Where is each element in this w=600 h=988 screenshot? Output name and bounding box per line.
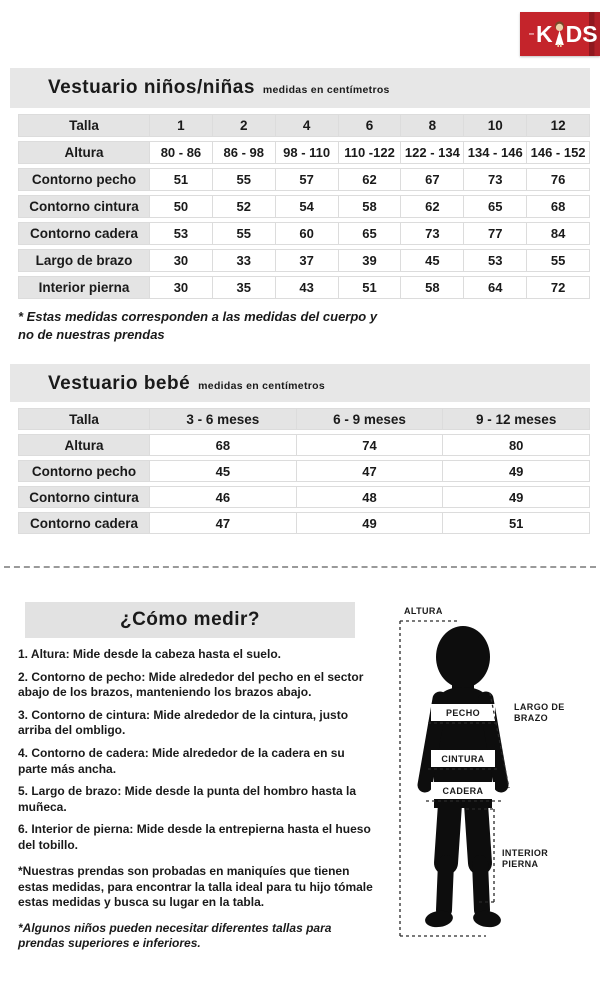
- table-row: [18, 276, 590, 299]
- table-cell: 48: [296, 486, 444, 508]
- column-header: Talla: [18, 408, 150, 430]
- section-subtitle-ninos: medidas en centímetros: [262, 84, 390, 96]
- note-mannequins: *Nuestras prendas son probadas en maniquíes que tienen estas medidas, para encontrar la talla ideal para tu hijo tómale estas medidas y busca su lugar en la tabla.: [18, 864, 373, 910]
- table-cell: 46: [149, 486, 297, 508]
- howto-title: ¿Cómo medir?: [119, 609, 261, 630]
- table-cell: 122 - 134: [400, 141, 464, 164]
- note-different-sizes: *Algunos niños pueden necesitar diferentes tallas para prendas superiores e inferiores.: [18, 920, 332, 951]
- table-cell: 86 - 98: [212, 141, 276, 164]
- interior-pierna-label-line1: INTERIOR: [502, 848, 549, 858]
- row-label: Altura: [18, 141, 150, 164]
- cintura-label: CINTURA: [441, 754, 485, 764]
- column-header: 6 - 9 meses: [296, 408, 444, 430]
- table-cell: 68: [149, 434, 297, 456]
- table-ninos-header-row: [18, 114, 590, 137]
- column-header: 8: [400, 114, 464, 137]
- table-cell: 51: [338, 276, 402, 299]
- column-header: 4: [275, 114, 339, 137]
- table-cell: 58: [338, 195, 402, 218]
- step-contorno-cintura: 3. Contorno de cintura: Mide alrededor de la cintura, justo arriba del ombligo.: [18, 707, 349, 738]
- table-cell: 98 - 110: [275, 141, 339, 164]
- table-bebe-header-row: [18, 408, 590, 430]
- table-cell: 47: [149, 512, 297, 534]
- table-cell: 45: [149, 460, 297, 482]
- table-cell: 52: [212, 195, 276, 218]
- table-cell: 146 - 152: [526, 141, 590, 164]
- section-subtitle-bebe: medidas en centímetros: [198, 380, 325, 392]
- column-header: 12: [526, 114, 590, 137]
- interior-pierna-label-line2: PIERNA: [502, 859, 539, 869]
- table-cell: 43: [275, 276, 339, 299]
- table-cell: 72: [526, 276, 590, 299]
- table-cell: 65: [463, 195, 527, 218]
- step-contorno-cadera: 4. Contorno de cadera: Mide alrededor de la cadera en su parte más ancha.: [18, 745, 345, 776]
- table-cell: 58: [400, 276, 464, 299]
- table-cell: 62: [338, 168, 402, 191]
- table-cell: 68: [526, 195, 590, 218]
- column-header: 6: [338, 114, 402, 137]
- body-measures-note: * Estas medidas corresponden a las medidas del cuerpo y no de nuestras prendas: [18, 309, 378, 342]
- cadera-label: CADERA: [442, 786, 484, 796]
- table-cell: 73: [463, 168, 527, 191]
- table-row: [18, 512, 590, 534]
- table-cell: 37: [275, 249, 339, 272]
- table-cell: 49: [442, 486, 590, 508]
- row-label: Altura: [18, 434, 150, 456]
- table-row: [18, 486, 590, 508]
- table-cell: 47: [296, 460, 444, 482]
- table-cell: 80 - 86: [149, 141, 213, 164]
- row-label: Contorno cintura: [18, 195, 150, 218]
- row-label: Contorno pecho: [18, 168, 150, 191]
- logo-text-k: K: [536, 20, 553, 47]
- table-cell: 84: [526, 222, 590, 245]
- table-cell: 49: [296, 512, 444, 534]
- table-cell: 45: [400, 249, 464, 272]
- table-cell: 55: [212, 168, 276, 191]
- table-cell: 77: [463, 222, 527, 245]
- largo-brazo-label-line2: BRAZO: [514, 713, 548, 723]
- step-largo-brazo: 5. Largo de brazo: Mide desde la punta del hombro hasta la muñeca.: [18, 784, 357, 814]
- logo-text-ds: DS: [565, 20, 598, 47]
- table-cell: 67: [400, 168, 464, 191]
- footer-notes: [18, 864, 376, 962]
- table-cell: 62: [400, 195, 464, 218]
- table-row: [18, 249, 590, 272]
- doll-icon: [554, 21, 565, 47]
- section-header-ninos: [10, 68, 590, 108]
- table-cell: 80: [442, 434, 590, 456]
- column-header: 1: [149, 114, 213, 137]
- table-cell: 33: [212, 249, 276, 272]
- table-cell: 73: [400, 222, 464, 245]
- table-ninos: [18, 114, 590, 303]
- row-label: Contorno cadera: [18, 512, 150, 534]
- table-cell: 74: [296, 434, 444, 456]
- table-cell: 57: [275, 168, 339, 191]
- table-row: [18, 195, 590, 218]
- measurement-diagram: [390, 600, 600, 960]
- step-altura: 1. Altura: Mide desde la cabeza hasta el suelo.: [18, 647, 281, 661]
- table-cell: 51: [442, 512, 590, 534]
- table-row: [18, 460, 590, 482]
- row-label: Largo de brazo: [18, 249, 150, 272]
- row-label: Contorno cadera: [18, 222, 150, 245]
- table-cell: 35: [212, 276, 276, 299]
- table-cell: 60: [275, 222, 339, 245]
- table-cell: 76: [526, 168, 590, 191]
- row-label: Interior pierna: [18, 276, 150, 299]
- table-row: [18, 168, 590, 191]
- dashed-divider: [4, 566, 596, 568]
- table-cell: 30: [149, 276, 213, 299]
- table-row: [18, 434, 590, 456]
- table-cell: 134 - 146: [463, 141, 527, 164]
- table-cell: 51: [149, 168, 213, 191]
- table-cell: 53: [149, 222, 213, 245]
- column-header: 10: [463, 114, 527, 137]
- table-cell: 65: [338, 222, 402, 245]
- table-cell: 30: [149, 249, 213, 272]
- child-silhouette-figure: [390, 600, 600, 960]
- section-header-bebe: [10, 364, 590, 402]
- row-label: Contorno cintura: [18, 486, 150, 508]
- step-contorno-pecho: 2. Contorno de pecho: Mide alrededor del pecho en el sector abajo de los brazos, manteniendo los brazos abajo.: [18, 669, 364, 700]
- step-interior-pierna: 6. Interior de pierna: Mide desde la entrepierna hasta el hueso del tobillo.: [18, 822, 371, 852]
- table-bebe: [18, 408, 590, 538]
- column-header: 2: [212, 114, 276, 137]
- section-title-bebe: Vestuario bebé: [48, 373, 191, 394]
- kids-logo: [520, 12, 600, 56]
- column-header: 3 - 6 meses: [149, 408, 297, 430]
- table-cell: 39: [338, 249, 402, 272]
- largo-brazo-label-line1: LARGO DE: [514, 702, 565, 712]
- table-cell: 64: [463, 276, 527, 299]
- pecho-label: PECHO: [445, 708, 481, 718]
- table-cell: 50: [149, 195, 213, 218]
- altura-label: ALTURA: [404, 606, 443, 616]
- table-cell: 54: [275, 195, 339, 218]
- table-cell: 49: [442, 460, 590, 482]
- row-label: Contorno pecho: [18, 460, 150, 482]
- howto-steps: [18, 647, 376, 861]
- table-cell: 53: [463, 249, 527, 272]
- column-header: 9 - 12 meses: [442, 408, 590, 430]
- table-cell: 55: [526, 249, 590, 272]
- column-header: Talla: [18, 114, 150, 137]
- child-silhouette: [424, 626, 502, 929]
- section-title-ninos: Vestuario niños/niñas: [48, 77, 255, 98]
- logo-side-mark: I: [527, 32, 534, 36]
- howto-title-box: [25, 602, 355, 638]
- table-cell: 110 -122: [338, 141, 402, 164]
- table-row: [18, 222, 590, 245]
- table-cell: 55: [212, 222, 276, 245]
- table-row: [18, 141, 590, 164]
